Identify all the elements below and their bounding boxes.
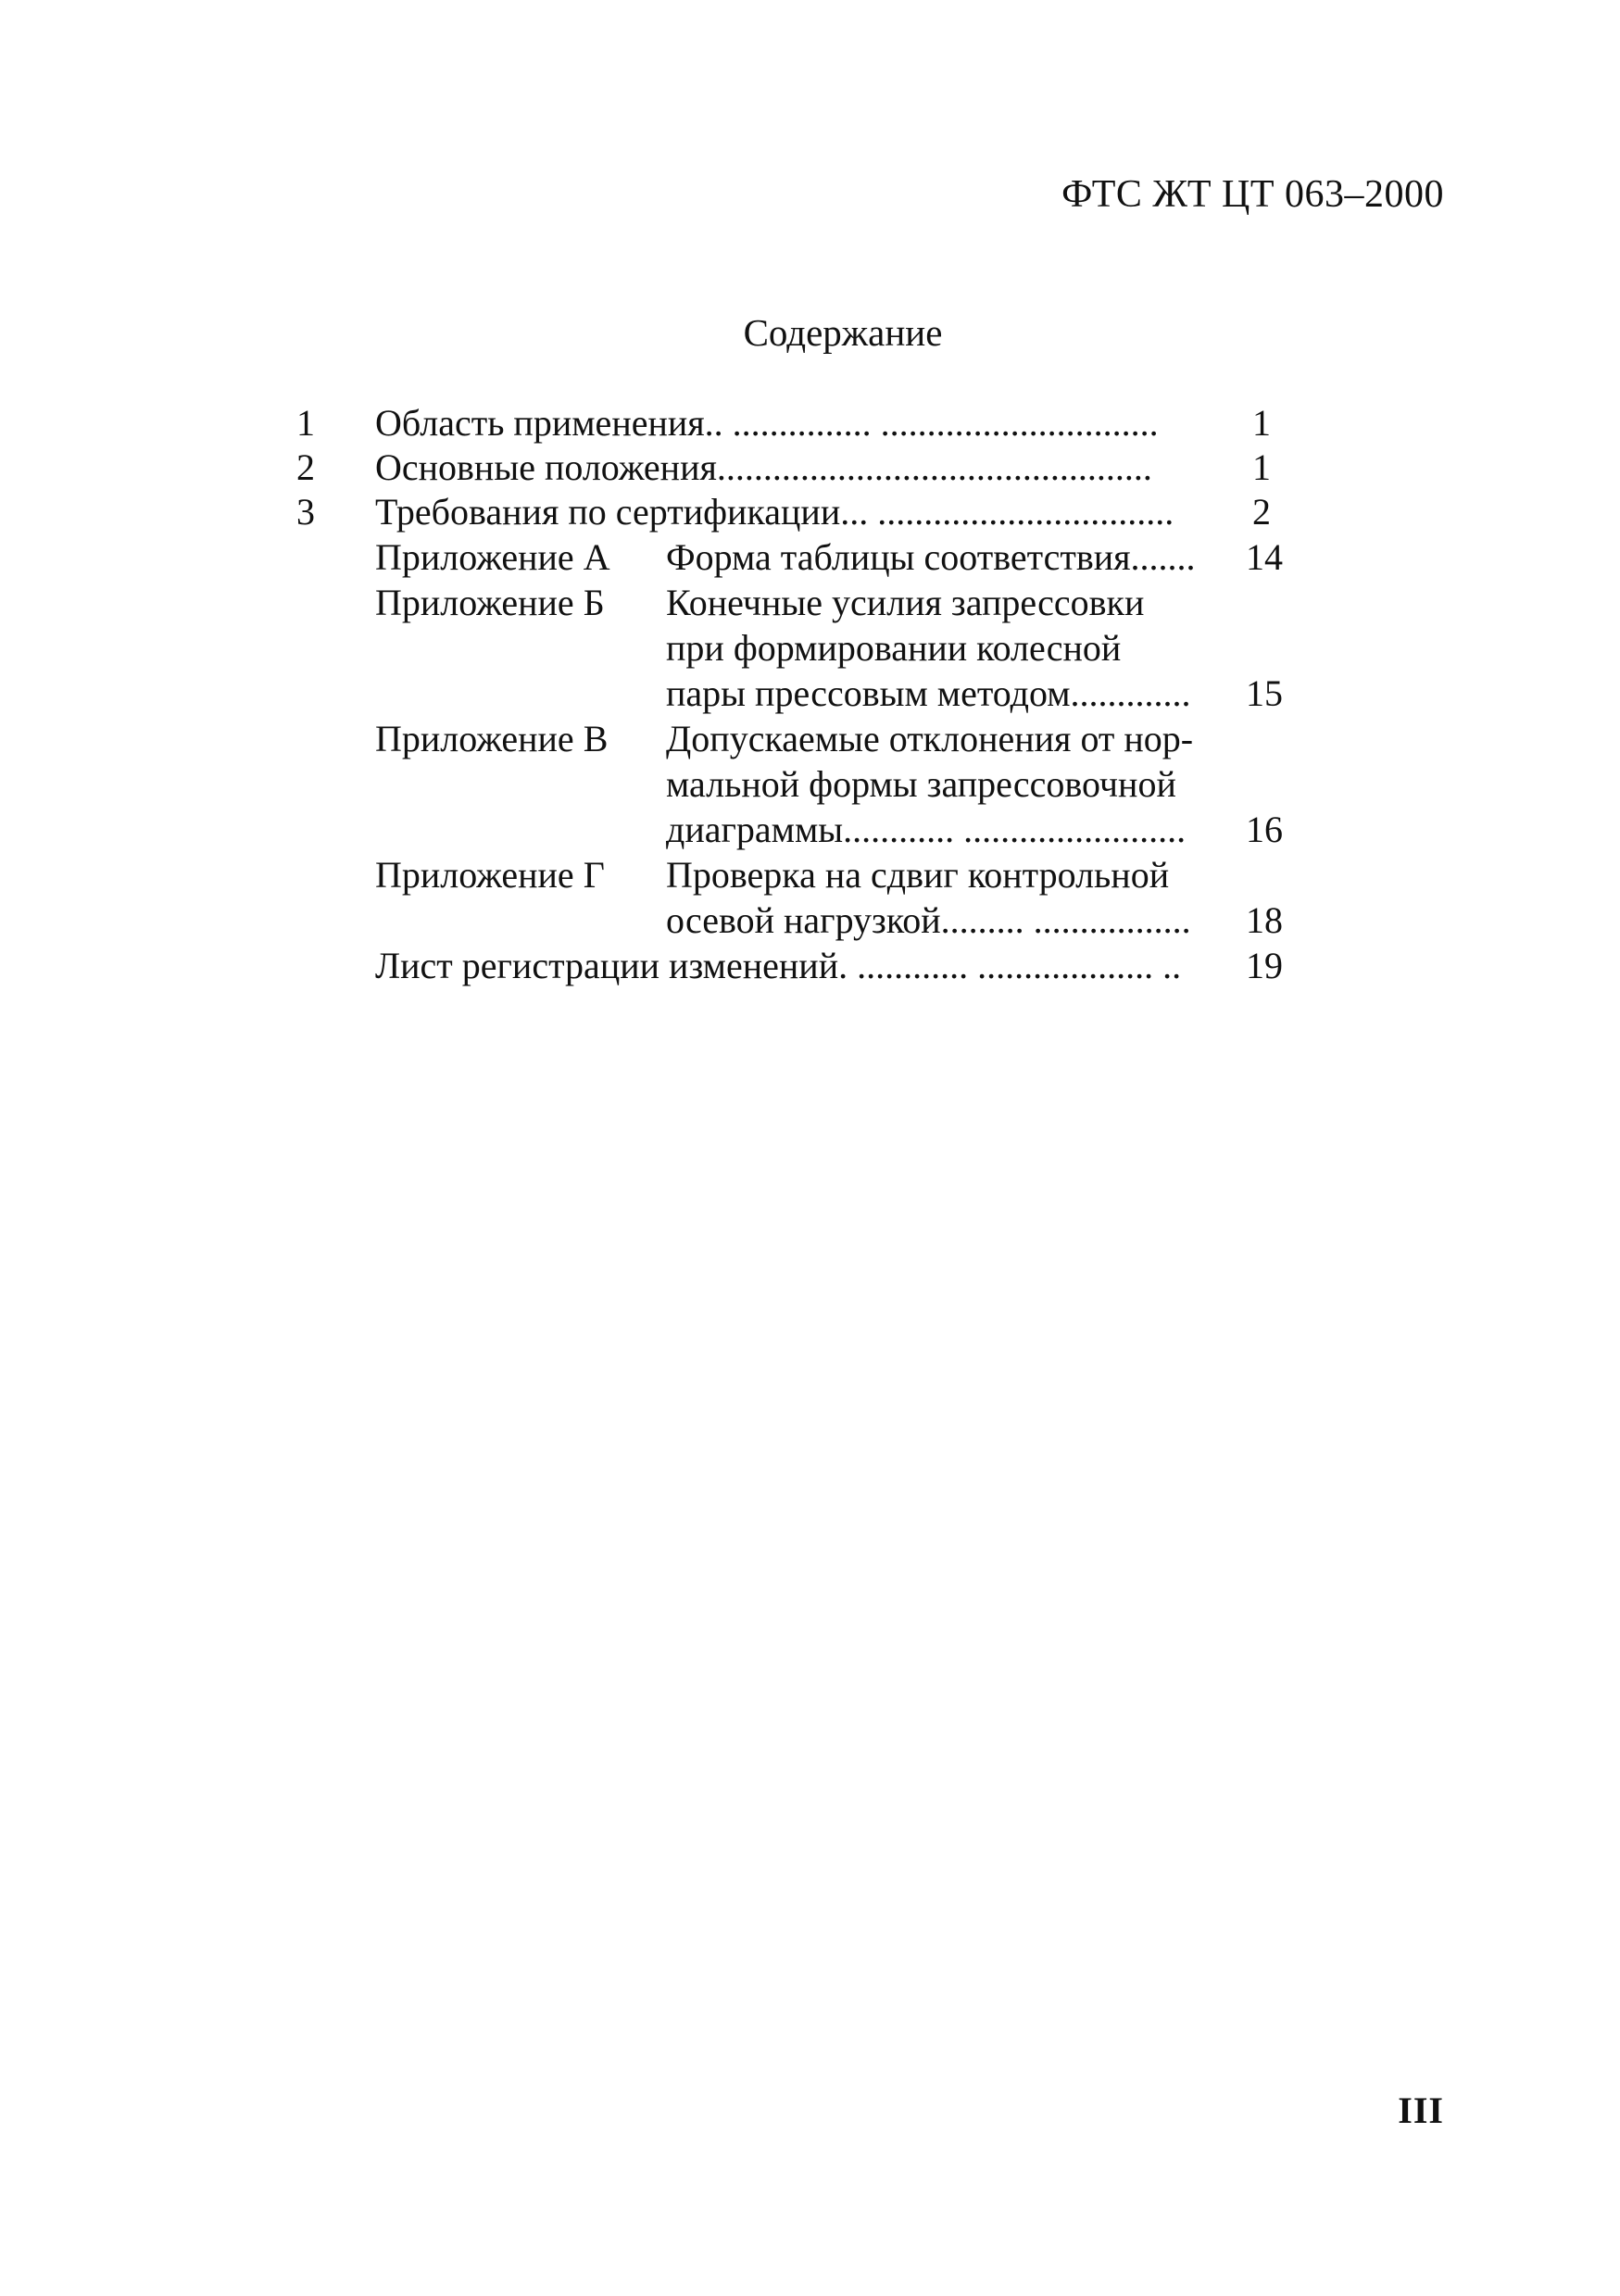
toc-entry-number: 3	[296, 491, 315, 533]
toc-entry-page: 2	[1252, 491, 1271, 533]
appendix-label: Приложение Г	[375, 854, 605, 896]
toc-entry-title: Основные положения...............................................	[375, 446, 1152, 488]
toc-entry-page: 1	[1252, 446, 1271, 488]
toc-entry-title: Требования по сертификации... ................................	[375, 491, 1174, 533]
appendix-title-line: Допускаемые отклонения от нор-	[666, 718, 1194, 759]
toc-entry-page: 15	[1246, 672, 1283, 714]
toc-entry-title: Лист регистрации изменений. ............ ................... ..	[375, 945, 1182, 986]
appendix-label: Приложение В	[375, 718, 609, 759]
appendix-title-line: Проверка на сдвиг контрольной	[666, 854, 1170, 896]
toc-entry-page: 1	[1252, 402, 1271, 444]
appendix-title-line: при формировании колесной	[666, 627, 1122, 669]
toc-entry-page: 16	[1246, 809, 1283, 850]
toc-entry-number: 2	[296, 446, 315, 488]
toc-entry-page: 18	[1246, 899, 1283, 941]
appendix-title-line: диаграммы............ ........................	[666, 809, 1187, 850]
toc-entry-number: 1	[296, 402, 315, 444]
appendix-title-line: Форма таблицы соответствия.......	[666, 536, 1196, 578]
toc-entry-page: 19	[1246, 945, 1283, 986]
appendix-title-line: осевой нагрузкой......... .................	[666, 899, 1191, 941]
appendix-title-line: Конечные усилия запрессовки	[666, 582, 1145, 623]
appendix-title-line: мальной формы запрессовочной	[666, 763, 1176, 805]
toc-entry-page: 14	[1246, 536, 1283, 578]
appendix-title-line: пары прессовым методом.............	[666, 672, 1191, 714]
appendix-label: Приложение Б	[375, 582, 605, 623]
toc-entry-title: Область применения.. ............... ..............................	[375, 402, 1159, 444]
toc-title: Содержание	[743, 311, 943, 354]
appendix-label: Приложение А	[375, 536, 610, 578]
page-number: III	[1398, 2089, 1444, 2131]
document-code: ФТС ЖТ ЦТ 063–2000	[1061, 173, 1444, 216]
